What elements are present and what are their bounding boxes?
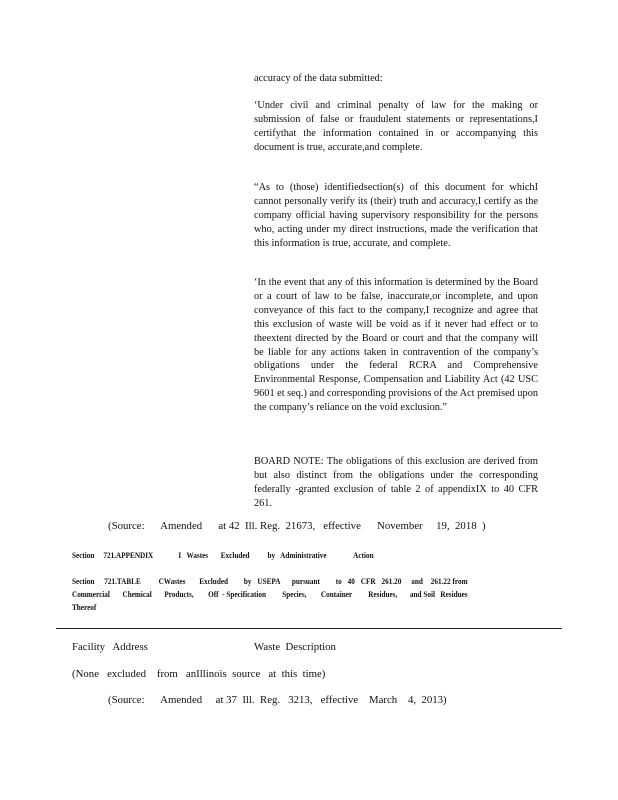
paragraph-text: “As to (those) identifiedsection(s) of this document for whichI cannot personally verify its (their) truth and accuracy,I certify as the company official having supervisory responsibility for the persons who, acting under my direct instructions, made the verification that this information is true, accurate, and complete. xyxy=(254,182,538,249)
paragraph-text: ‘In the event that any of this information is determined by the Board or a court of law to be false, inaccurate,or incomplete, and upon conveyance of this fact to the company,I recognize and agree that this exclusion of waste will be void as if it never had effect or to theextent directed by the Board or court and that the company will be liable for any actions taken in contravention of the company’s obligations under the federal RCRA and Comprehensive Environmental Response, Compensation and Liability Act (42 USC 9601 et seq.) and corresponding provisions of the Act premised upon the company’s reliance on the void exclusion.” xyxy=(254,277,538,414)
board-note xyxy=(254,455,538,511)
table-note: (None excluded from anIllinois source at this time) xyxy=(72,668,326,680)
table-header-waste: Waste Description xyxy=(254,641,336,653)
table-header-facility: Facility Address xyxy=(72,641,148,653)
source-note-1: (Source: Amended at 42 Ill. Reg. 21673, effective November 19, 2018 ) xyxy=(108,520,486,532)
certification-paragraph-3 xyxy=(254,276,538,415)
table-top-rule xyxy=(56,628,562,629)
section-heading-table: Section 721.TABLE CWastes Excluded by USEPA pursuant to 40 CFR 261.20 and 261.22 from Commercial Chemical Products, Off - Specification Species, Container Residues, and Soil Residues Thereof xyxy=(72,577,477,612)
certification-paragraph-1 xyxy=(254,99,538,155)
continuation-text xyxy=(254,72,538,86)
source-note-2: (Source: Amended at 37 Ill. Reg. 3213, effective March 4, 2013) xyxy=(108,694,447,706)
paragraph-text: ‘Under civil and criminal penalty of law for the making or submission of false or fraudulent statements or representations,I certifythat the information contained in or accompanying this document is true, accurate,and complete. xyxy=(254,100,538,153)
continuation-line: accuracy of the data submitted: xyxy=(254,73,383,84)
paragraph-text: BOARD NOTE: The obligations of this exclusion are derived from but also distinct from the obligations under the corresponding federally -granted exclusion of table 2 of appendixIX to 40 CFR 261. xyxy=(254,456,538,509)
section-heading-appendix: Section 721.APPENDIX I Wastes Excluded by Administrative Action xyxy=(72,551,374,560)
certification-paragraph-2 xyxy=(254,181,538,251)
